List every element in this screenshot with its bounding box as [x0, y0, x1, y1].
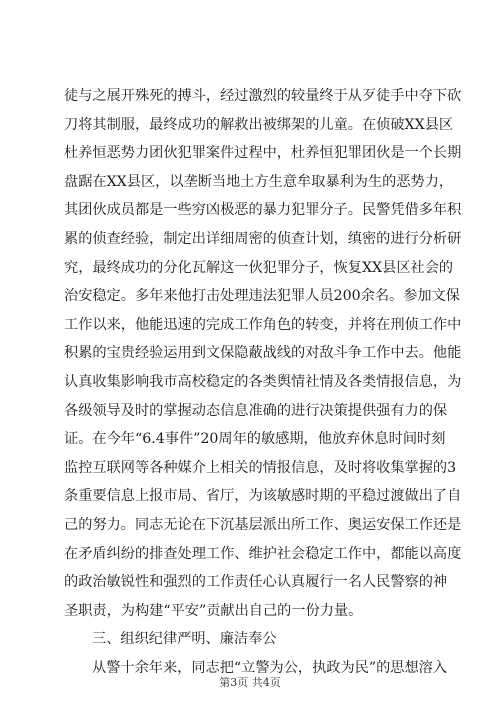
- section-heading: 三、组织纪律严明、廉洁奉公: [92, 631, 277, 648]
- text-line: 刀将其制服，最终成功的解救出被绑架的儿童。在侦破XX县区: [64, 116, 454, 133]
- text-line: 各级领导及时的掌握动态信息准确的进行决策提供强有力的保: [64, 402, 448, 419]
- text-line: 的政治敏锐性和强烈的工作责任心认真履行一名人民警察的神: [64, 574, 448, 591]
- text-line: 在矛盾纠纷的排查处理工作、维护社会稳定工作中，都能以高度: [64, 545, 462, 562]
- text-line: 徒与之展开殊死的搏斗，经过激烈的较量终于从歹徒手中夺下砍: [64, 88, 462, 104]
- text-line: 其团伙成员都是一些穷凶极恶的暴力犯罪分子。民警凭借多年积: [64, 202, 462, 219]
- text-line: 从警十余年来，同志把“立警为公，执政为民”的思想溶入: [92, 659, 448, 676]
- text-line: 究，最终成功的分化瓦解这一伙犯罪分子，恢复XX县区社会的: [64, 259, 454, 276]
- text-line: 圣职责，为构建“平安”贡献出自己的一份力量。: [64, 602, 363, 619]
- text-line: 己的努力。同志无论在下沉基层派出所工作、奥运安保工作还是: [64, 516, 462, 533]
- text-line: 累的侦查经验，制定出详细周密的侦查计划，缜密的进行分析研: [64, 230, 462, 247]
- text-line: 积累的宝贵经验运用到文保隐蔽战线的对敌斗争工作中去。他能: [64, 345, 462, 362]
- text-line: 证。在今年“6.4事件”20周年的敏感期，他放弃休息时间时刻: [64, 431, 446, 448]
- text-line: 认真收集影响我市高校稳定的各类舆情社情及各类情报信息，为: [64, 373, 462, 390]
- text-line: 条重要信息上报市局、省厅，为该敏感时期的平稳过渡做出了自: [64, 488, 462, 505]
- text-line: 杜养恒恶势力团伙犯罪案件过程中，杜养恒犯罪团伙是一个长期: [64, 145, 462, 162]
- text-line: 治安稳定。多年来他打击处理违法犯罪人员200余名。参加文保: [64, 288, 460, 305]
- text-line: 盘踞在XX县区，以垄断当地土方生意牟取暴利为生的恶势力，: [64, 173, 454, 190]
- text-line: 工作以来，他能迅速的完成工作角色的转变，并将在刑侦工作中: [64, 316, 462, 333]
- text-line: 监控互联网等各种媒介上相关的情报信息，及时将收集掌握的3: [64, 459, 457, 476]
- body-text: [64, 82, 462, 682]
- page-number-footer: 第3页 共4页: [219, 676, 281, 689]
